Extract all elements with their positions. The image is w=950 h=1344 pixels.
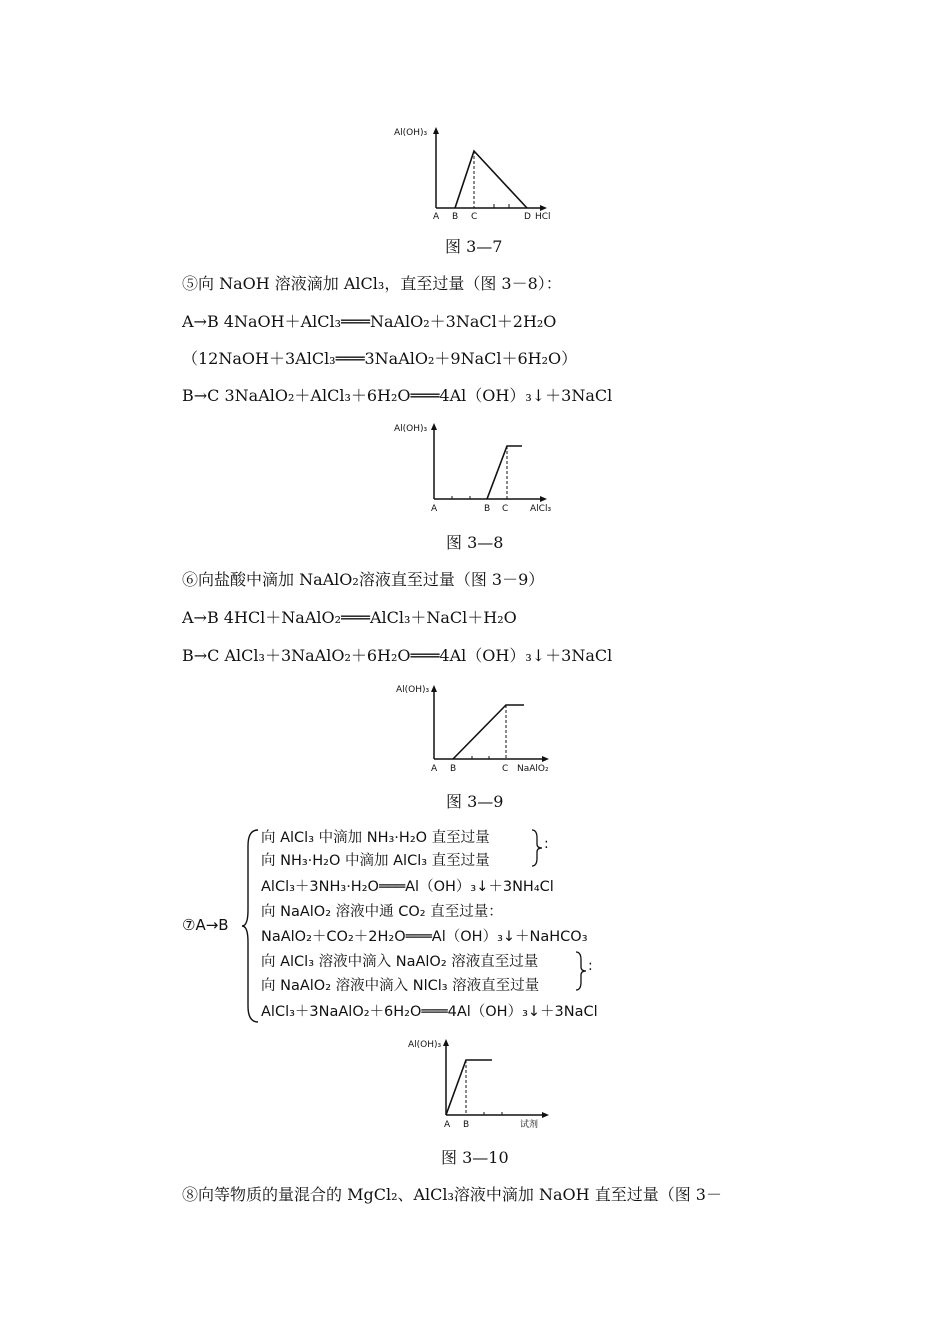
section-5-ab-alt: （12NaOH＋3AlCl₃═══3NaAlO₂＋9NaCl＋6H₂O） — [182, 349, 578, 368]
section-5-title: ⑤向 NaOH 溶液滴加 AlCl₃，直至过量（图 3－8）： — [182, 274, 562, 293]
tick-d: D — [524, 212, 531, 222]
figure-3-9-graph — [394, 680, 574, 780]
section-6-title: ⑥向盐酸中滴加 NaAlO₂溶液直至过量（图 3－9） — [182, 570, 545, 589]
figure-3-10 — [406, 1036, 556, 1140]
section-7-line-3: AlCl₃＋3NH₃·H₂O═══Al（OH）₃↓＋3NH₄Cl — [261, 879, 554, 895]
figure-3-9-caption: 图 3—9 — [446, 792, 504, 811]
figure-3-8-graph — [392, 420, 572, 520]
x-axis-label: 试剂 — [520, 1120, 539, 1130]
figure-3-10-graph — [406, 1036, 556, 1136]
y-axis-label: Al(OH)₃ — [394, 128, 428, 138]
tick-b: B — [450, 764, 457, 774]
colon-top: : — [544, 836, 549, 852]
section-7-label: ⑦A→B — [182, 916, 229, 934]
tick-a: A — [431, 504, 438, 514]
tick-a: A — [444, 1120, 451, 1130]
section-6-ab: A→B 4HCl＋NaAlO₂═══AlCl₃＋NaCl＋H₂O — [182, 608, 517, 627]
section-7-line-1: 向 AlCl₃ 中滴加 NH₃·H₂O 直至过量 — [261, 830, 490, 846]
section-7-line-4: 向 NaAlO₂ 溶液中通 CO₂ 直至过量： — [261, 904, 503, 920]
figure-3-7-caption: 图 3—7 — [445, 237, 503, 256]
section-5-ab: A→B 4NaOH＋AlCl₃═══NaAlO₂＋3NaCl＋2H₂O — [182, 312, 557, 331]
x-axis-label: AlCl₃ — [530, 504, 552, 514]
tick-b: B — [452, 212, 459, 222]
left-brace — [240, 826, 262, 1026]
section-8-title: ⑧向等物质的量混合的 MgCl₂、AlCl₃溶液中滴加 NaOH 直至过量（图 3－ — [182, 1185, 722, 1204]
y-axis-label: Al(OH)₃ — [396, 685, 430, 695]
tick-c: C — [502, 764, 509, 774]
section-7-line-2: 向 NH₃·H₂O 中滴加 AlCl₃ 直至过量 — [261, 853, 490, 869]
section-7-line-8: AlCl₃＋3NaAlO₂＋6H₂O═══4Al（OH）₃↓＋3NaCl — [261, 1004, 598, 1020]
tick-a: A — [433, 212, 440, 222]
tick-c: C — [502, 504, 509, 514]
colon-bottom: : — [588, 958, 593, 974]
tick-c: C — [471, 212, 478, 222]
section-6-bc: B→C AlCl₃＋3NaAlO₂＋6H₂O═══4Al（OH）₃↓＋3NaCl — [182, 646, 613, 665]
section-7-line-7: 向 NaAlO₂ 溶液中滴入 NlCl₃ 溶液直至过量 — [261, 978, 540, 994]
section-5-bc: B→C 3NaAlO₂＋AlCl₃＋6H₂O═══4Al（OH）₃↓＋3NaCl — [182, 386, 613, 405]
section-7-line-5: NaAlO₂＋CO₂＋2H₂O═══Al（OH）₃↓＋NaHCO₃ — [261, 929, 588, 945]
tick-b: B — [463, 1120, 470, 1130]
x-axis-label: NaAlO₂ — [517, 764, 549, 774]
figure-3-9 — [394, 680, 574, 784]
figure-3-10-caption: 图 3—10 — [441, 1148, 509, 1167]
tick-b: B — [484, 504, 491, 514]
x-axis-label: HCl — [535, 212, 551, 222]
figure-3-8 — [392, 420, 572, 524]
figure-3-7-graph — [392, 124, 572, 224]
y-axis-label: Al(OH)₃ — [394, 424, 428, 434]
tick-a: A — [431, 764, 438, 774]
section-7-lines — [261, 828, 661, 1028]
figure-3-8-caption: 图 3—8 — [446, 533, 504, 552]
section-7-line-6: 向 AlCl₃ 溶液中滴入 NaAlO₂ 溶液直至过量 — [261, 954, 539, 970]
y-axis-label: Al(OH)₃ — [408, 1040, 442, 1050]
figure-3-7 — [392, 124, 572, 228]
